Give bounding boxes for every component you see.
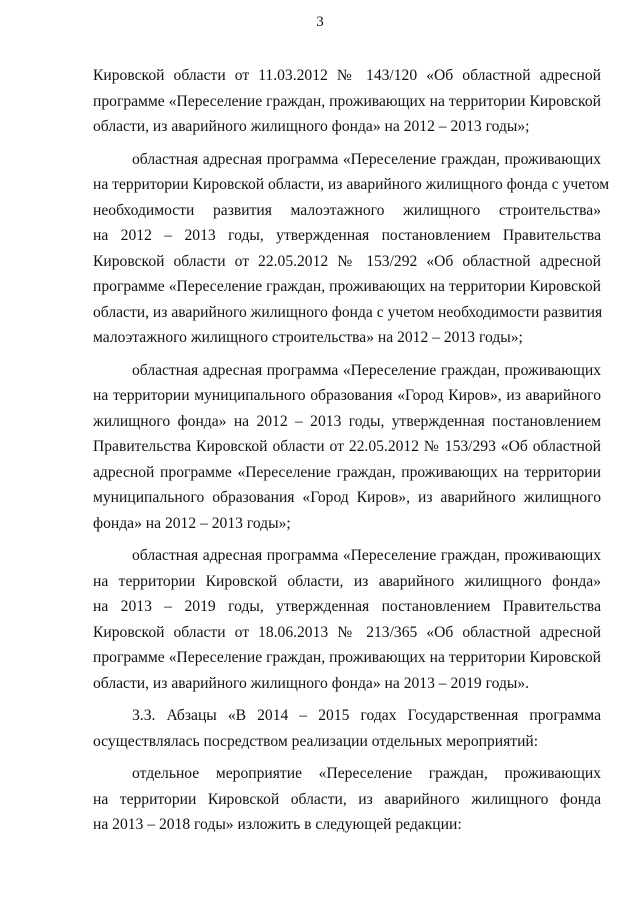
text-line: осуществлялась посредством реализации отдельных мероприятий: — [93, 732, 539, 750]
text-line: на 2013 – 2018 годы» изложить в следующей редакции: — [93, 816, 462, 833]
text-line: на территории муниципального образования «Город Киров», из аварийного — [93, 387, 601, 404]
text-line: области, из аварийного жилищного фонда» на 2012 – 2013 годы»; — [93, 118, 530, 135]
text-line: на 2013 – 2019 годы, утвержденная постановлением Правительства — [93, 598, 601, 615]
text-line: малоэтажного жилищного строительства» на 2012 – 2013 годы»; — [93, 329, 523, 346]
text-line: программе «Переселение граждан, проживающих на территории Кировской — [93, 278, 601, 295]
text-line: Правительства Кировской области от 22.05.2012 № 153/293 «Об областной — [93, 438, 601, 455]
text-line: на территории Кировской области, из аварийного жилищного фонда — [93, 790, 601, 808]
text-line: на территории Кировской области, из аварийного жилищного фонда с учетом — [93, 176, 610, 193]
text-line: программе «Переселение граждан, проживающих на территории Кировской — [93, 92, 601, 110]
text-line: программе «Переселение граждан, проживающих на территории Кировской — [93, 649, 601, 666]
text-line: отдельное мероприятие «Переселение граждан, проживающих — [132, 765, 601, 782]
text-line: жилищного фонда» на 2012 – 2013 годы, утвержденная постановлением — [93, 412, 601, 430]
text-line: на территории Кировской области, из аварийного жилищного фонда» — [93, 572, 601, 590]
paragraph-continuation — [93, 63, 601, 140]
paragraph-section-3-3 — [93, 703, 601, 754]
text-line: областная адресная программа «Переселение граждан, проживающих — [132, 547, 601, 564]
paragraph-program-2013-2019 — [93, 543, 601, 696]
paragraph-program-low-rise — [93, 147, 610, 351]
text-line: на 2012 – 2013 годы, утвержденная постановлением Правительства — [93, 227, 601, 244]
text-line: Кировской области от 18.06.2013 № 213/365 «Об областной адресной — [93, 623, 601, 641]
document-body — [93, 63, 610, 838]
text-line: 3.3. Абзацы «В 2014 – 2015 годах Государственная программа — [132, 707, 601, 724]
text-line: областная адресная программа «Переселение граждан, проживающих — [132, 150, 601, 168]
page-number: 3 — [316, 14, 324, 30]
text-line: адресной программе «Переселение граждан, проживающих на территории — [93, 463, 601, 481]
paragraph-program-kirov-city — [93, 358, 601, 537]
text-line: Кировской области от 22.05.2012 № 153/292 «Об областной адресной — [93, 252, 601, 270]
paragraph-separate-measure — [93, 761, 601, 838]
text-line: области, из аварийного жилищного фонда с учетом необходимости развития — [93, 303, 603, 321]
text-line: областная адресная программа «Переселение граждан, проживающих — [132, 361, 601, 379]
text-line: Кировской области от 11.03.2012 № 143/120 «Об областной адресной — [93, 67, 601, 84]
text-line: области, из аварийного жилищного фонда» на 2013 – 2019 годы». — [93, 674, 530, 692]
text-line: муниципального образования «Город Киров», из аварийного жилищного — [93, 489, 601, 506]
text-line: фонда» на 2012 – 2013 годы»; — [93, 514, 291, 532]
text-line: необходимости развития малоэтажного жилищного строительства» — [93, 201, 601, 219]
